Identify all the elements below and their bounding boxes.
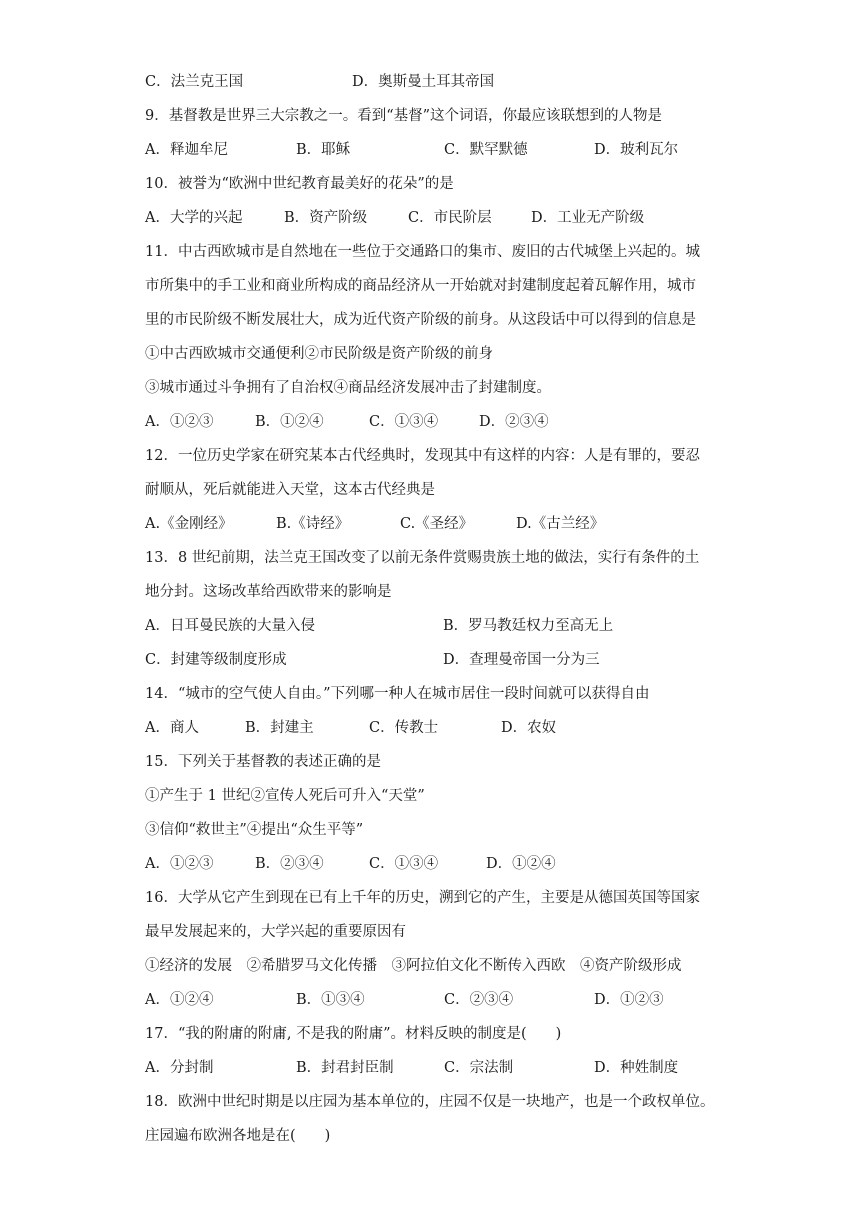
q13-option-c: C．封建等级制度形成 — [145, 652, 287, 668]
q16-option-d: D．①②③ — [594, 992, 664, 1008]
q17-option-c: C．宗法制 — [444, 1060, 514, 1076]
q16-option-a: A．①②④ — [145, 992, 214, 1008]
q13-option-b: B．罗马教廷权力至高无上 — [443, 618, 614, 634]
q12-option-c: C.《圣经》 — [400, 516, 474, 532]
q16-option-c: C．②③④ — [444, 992, 514, 1008]
q8-option-d: D．奥斯曼土耳其帝国 — [352, 74, 495, 90]
q16-stem-line-2: 最早发展起来的，大学兴起的重要原因有 — [145, 924, 406, 940]
q18-stem-line-2: 庄园遍布欧洲各地是在( ) — [145, 1128, 331, 1144]
q11-option-c: C．①③④ — [369, 414, 439, 430]
q10-option-c: C．市民阶层 — [408, 210, 492, 226]
q15-statements-2: ③信仰“救世主”④提出“众生平等” — [145, 822, 364, 838]
q15-statements-1: ①产生于 1 世纪②宣传人死后可升入“天堂” — [145, 788, 425, 804]
q17-option-a: A．分封制 — [145, 1060, 214, 1076]
q11-stem-line-3: 里的市民阶级不断发展壮大，成为近代资产阶级的前身。从这段话中可以得到的信息是 — [145, 312, 696, 328]
q16-option-b: B．①③④ — [296, 992, 365, 1008]
q16-stem-line-1: 16．大学从它产生到现在已有上千年的历史，溯到它的产生，主要是从德国英国等国家 — [145, 890, 700, 906]
q10-stem: 10．被誉为“欧洲中世纪教育最美好的花朵”的是 — [145, 176, 454, 192]
q11-stem-line-2: 市所集中的手工业和商业所构成的商品经济从一开始就对封建制度起着瓦解作用，城市 — [145, 278, 696, 294]
q13-option-d: D．查理曼帝国一分为三 — [443, 652, 600, 668]
q13-stem-line-1: 13．8 世纪前期，法兰克王国改变了以前无条件赏赐贵族土地的做法，实行有条件的土 — [145, 550, 700, 566]
q15-option-b: B．②③④ — [255, 856, 324, 872]
q16-statements: ①经济的发展 ②希腊罗马文化传播 ③阿拉伯文化不断传入西欧 ④资产阶级形成 — [145, 958, 682, 974]
q17-stem: 17．“我的附庸的附庸, 不是我的附庸”。材料反映的制度是( ) — [145, 1026, 562, 1042]
q10-option-d: D．工业无产阶级 — [531, 210, 645, 226]
q9-option-d: D．玻利瓦尔 — [594, 142, 679, 158]
q14-stem: 14．“城市的空气使人自由。”下列哪一种人在城市居住一段时间就可以获得自由 — [145, 686, 650, 702]
q15-option-c: C．①③④ — [369, 856, 439, 872]
q9-option-a: A．释迦牟尼 — [145, 142, 228, 158]
q8-option-c: C．法兰克王国 — [145, 74, 244, 90]
q15-option-d: D．①②④ — [486, 856, 556, 872]
q14-option-c: C．传教士 — [369, 720, 439, 736]
q12-stem-line-2: 耐顺从，死后就能进入天堂，这本古代经典是 — [145, 482, 435, 498]
q13-stem-line-2: 地分封。这场改革给西欧带来的影响是 — [145, 584, 392, 600]
q9-option-b: B．耶稣 — [296, 142, 351, 158]
q17-option-b: B．封君封臣制 — [296, 1060, 394, 1076]
q11-option-d: D．②③④ — [479, 414, 549, 430]
q9-stem: 9．基督教是世界三大宗教之一。看到“基督”这个词语，你最应该联想到的人物是 — [145, 108, 663, 124]
q10-option-b: B．资产阶级 — [284, 210, 368, 226]
q12-option-d: D.《古兰经》 — [516, 516, 605, 532]
q11-statements-2: ③城市通过斗争拥有了自治权④商品经济发展冲击了封建制度。 — [145, 380, 551, 396]
q11-option-a: A．①②③ — [145, 414, 214, 430]
q12-stem-line-1: 12．一位历史学家在研究某本古代经典时，发现其中有这样的内容：人是有罪的，要忍 — [145, 448, 700, 464]
q14-option-a: A．商人 — [145, 720, 199, 736]
q9-option-c: C．默罕默德 — [444, 142, 528, 158]
q17-option-d: D．种姓制度 — [594, 1060, 679, 1076]
q18-stem-line-1: 18．欧洲中世纪时期是以庄园为基本单位的，庄园不仅是一块地产，也是一个政权单位。 — [145, 1094, 715, 1110]
q15-option-a: A．①②③ — [145, 856, 214, 872]
q13-option-a: A．日耳曼民族的大量入侵 — [145, 618, 315, 634]
q11-option-b: B．①②④ — [255, 414, 324, 430]
q11-stem-line-1: 11．中古西欧城市是自然地在一些位于交通路口的集市、废旧的古代城堡上兴起的。城 — [145, 244, 700, 260]
q14-option-b: B．封建主 — [245, 720, 314, 736]
q15-stem: 15．下列关于基督教的表述正确的是 — [145, 754, 381, 770]
q11-statements-1: ①中古西欧城市交通便利②市民阶级是资产阶级的前身 — [145, 346, 493, 362]
q12-option-b: B.《诗经》 — [276, 516, 350, 532]
q12-option-a: A.《金刚经》 — [145, 516, 233, 532]
q10-option-a: A．大学的兴起 — [145, 210, 243, 226]
q14-option-d: D．农奴 — [501, 720, 557, 736]
